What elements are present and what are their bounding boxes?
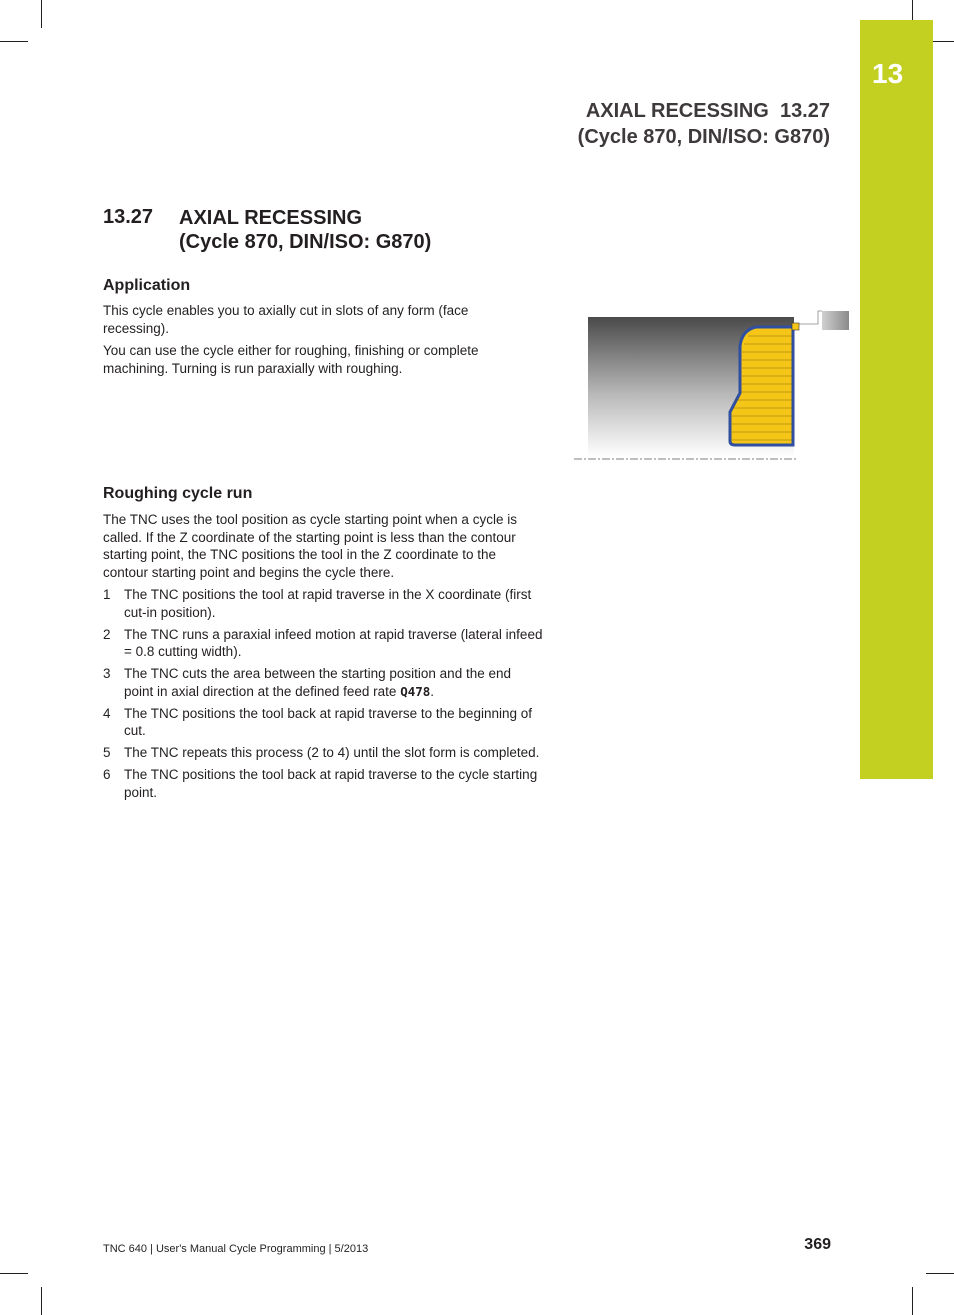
list-item xyxy=(103,705,543,740)
crop-mark xyxy=(912,0,913,20)
section-title-line1: AXIAL RECESSING xyxy=(179,207,362,229)
roughing-intro: The TNC uses the tool position as cycle starting point when a cycle is called. If the Z coordinate of the starting point is less than the contour starting point, the TNC positions the tool in the Z coordinate to the contour starting point and begins the cycle there. xyxy=(103,512,517,580)
step-number: 2 xyxy=(103,626,111,642)
list-item xyxy=(103,665,543,700)
section-title xyxy=(179,206,431,254)
tool-holder xyxy=(822,311,849,330)
crop-mark xyxy=(912,1287,913,1315)
step-number: 5 xyxy=(103,745,111,760)
step-text: The TNC cuts the area between the starting position and the end point in axial direction at the defined feed rate xyxy=(124,666,511,699)
step-text-end: . xyxy=(430,683,435,699)
section-title-line2: (Cycle 870, DIN/ISO: G870) xyxy=(179,231,432,253)
recess-contour xyxy=(730,327,793,445)
crop-mark xyxy=(0,1273,28,1274)
list-item xyxy=(103,626,543,661)
crop-mark xyxy=(41,0,42,28)
step-text: The TNC positions the tool at rapid traverse in the X coordinate (first cut-in position). xyxy=(124,587,532,620)
list-item xyxy=(103,586,543,621)
running-header xyxy=(578,98,830,150)
list-item xyxy=(103,744,543,762)
running-header-line2: (Cycle 870, DIN/ISO: G870) xyxy=(577,126,830,148)
section-number: 13.27 xyxy=(103,206,154,228)
application-paragraph: You can use the cycle either for roughing, finishing or complete machining. Turning is run paraxially with roughing. xyxy=(103,343,479,376)
step-number: 6 xyxy=(103,767,111,782)
parameter-code: Q478 xyxy=(400,683,431,699)
tool-insert xyxy=(792,323,799,330)
list-item xyxy=(103,766,543,801)
application-heading: Application xyxy=(103,277,191,294)
chapter-number: 13 xyxy=(872,58,904,89)
roughing-steps xyxy=(103,586,543,806)
crop-mark xyxy=(41,1287,42,1315)
step-number: 1 xyxy=(103,587,111,602)
step-text: The TNC positions the tool back at rapid traverse to the cycle starting point. xyxy=(124,767,538,800)
crop-mark xyxy=(926,1273,954,1274)
page-number: 369 xyxy=(804,1236,831,1253)
application-paragraph: This cycle enables you to axially cut in slots of any form (face recessing). xyxy=(103,303,469,336)
roughing-heading: Roughing cycle run xyxy=(103,485,253,502)
footer-text: TNC 640 | User's Manual Cycle Programming | 5/2013 xyxy=(103,1243,369,1255)
step-text: The TNC repeats this process (2 to 4) until the slot form is completed. xyxy=(124,745,540,760)
running-header-line1: AXIAL RECESSING 13.27 xyxy=(585,100,830,122)
step-text: The TNC positions the tool back at rapid traverse to the beginning of cut. xyxy=(124,705,532,738)
step-text: The TNC runs a paraxial infeed motion at rapid traverse (lateral infeed = 0.8 cutting width). xyxy=(124,626,543,659)
step-number: 3 xyxy=(103,666,111,681)
step-number: 4 xyxy=(103,705,111,721)
crop-mark xyxy=(0,41,28,42)
recessing-figure xyxy=(572,308,852,463)
chapter-tab xyxy=(860,20,933,779)
